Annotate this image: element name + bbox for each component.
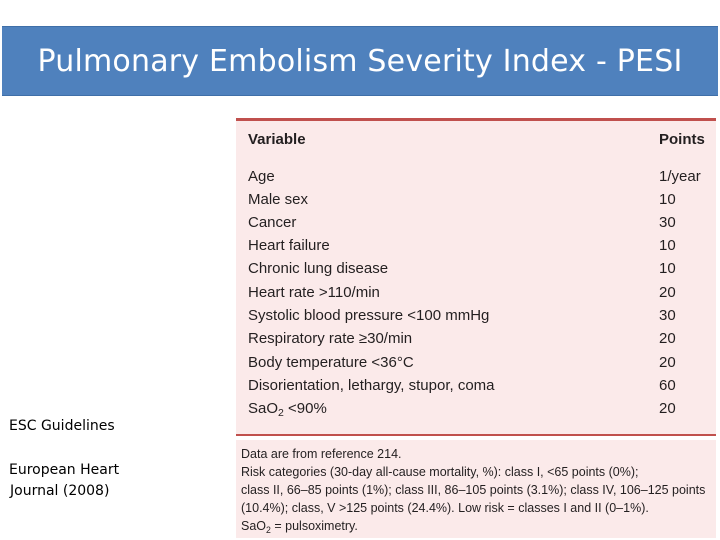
journal-citation (9, 460, 229, 502)
table-row (236, 304, 716, 327)
table-row (236, 257, 716, 280)
row-variable: Respiratory rate ≥30/min (248, 330, 413, 347)
header-variable: Variable (248, 131, 306, 148)
guidelines-label: ESC Guidelines (9, 418, 115, 434)
row-points: 20 (659, 354, 676, 371)
row-variable: Chronic lung disease (248, 260, 389, 277)
row-points: 20 (659, 284, 676, 301)
row-points: 10 (659, 237, 676, 254)
footnote-line-4: (10.4%); class, V >125 points (24.4%). Low risk = classes I and II (0–1%). (241, 501, 649, 515)
row-variable: Cancer (248, 214, 297, 231)
table-row (236, 211, 716, 234)
table-row (236, 165, 716, 188)
row-points: 10 (659, 260, 676, 277)
row-variable: Body temperature <36°C (248, 354, 414, 371)
sao2-subscript: 2 (278, 407, 284, 419)
table-footnote (236, 440, 716, 538)
table-row (236, 188, 716, 211)
table-row (236, 234, 716, 257)
row-variable (248, 400, 327, 419)
title-bar (2, 26, 718, 96)
table-bottom-rule (236, 434, 716, 436)
footnote-line-3: class II, 66–85 points (1%); class III, 86–105 points (3.1%); class IV, 106–125 points (241, 483, 706, 497)
table-row (236, 351, 716, 374)
journal-line-1: European Heart (9, 462, 120, 478)
table-body (236, 157, 716, 434)
row-points: 20 (659, 330, 676, 347)
row-variable: Disorientation, lethargy, stupor, coma (248, 377, 495, 394)
sao2-suffix: <90% (283, 400, 327, 417)
table-row (236, 327, 716, 350)
row-points: 30 (659, 307, 676, 324)
footnote-line-5 (241, 518, 358, 540)
footnote-line-2: Risk categories (30-day all-cause mortality, %): class I, <65 points (0%); (241, 465, 639, 479)
table-row (236, 281, 716, 304)
row-points: 1/year (659, 168, 701, 185)
slide-title: Pulmonary Embolism Severity Index - PESI (37, 43, 683, 79)
row-variable: Male sex (248, 191, 309, 208)
pesi-table (236, 118, 716, 538)
row-variable: Systolic blood pressure <100 mmHg (248, 307, 490, 324)
footnote-sao2-suffix: = pulsoximetry. (270, 519, 358, 533)
row-points: 10 (659, 191, 676, 208)
footnote-sao2-subscript: 2 (266, 525, 271, 535)
header-points: Points (659, 131, 705, 148)
row-variable: Age (248, 168, 275, 185)
table-header-row (236, 121, 716, 157)
journal-line-2: Journal (2008) (10, 483, 110, 499)
row-points: 30 (659, 214, 676, 231)
footnote-line-1: Data are from reference 214. (241, 447, 402, 461)
row-variable: Heart failure (248, 237, 330, 254)
side-notes (9, 418, 229, 502)
row-variable: Heart rate >110/min (248, 284, 380, 301)
row-points: 60 (659, 377, 676, 394)
table-row (236, 397, 716, 420)
row-points: 20 (659, 400, 676, 417)
footnote-sao2-prefix: SaO (241, 519, 267, 533)
sao2-prefix: SaO (248, 400, 279, 417)
table-row (236, 374, 716, 397)
